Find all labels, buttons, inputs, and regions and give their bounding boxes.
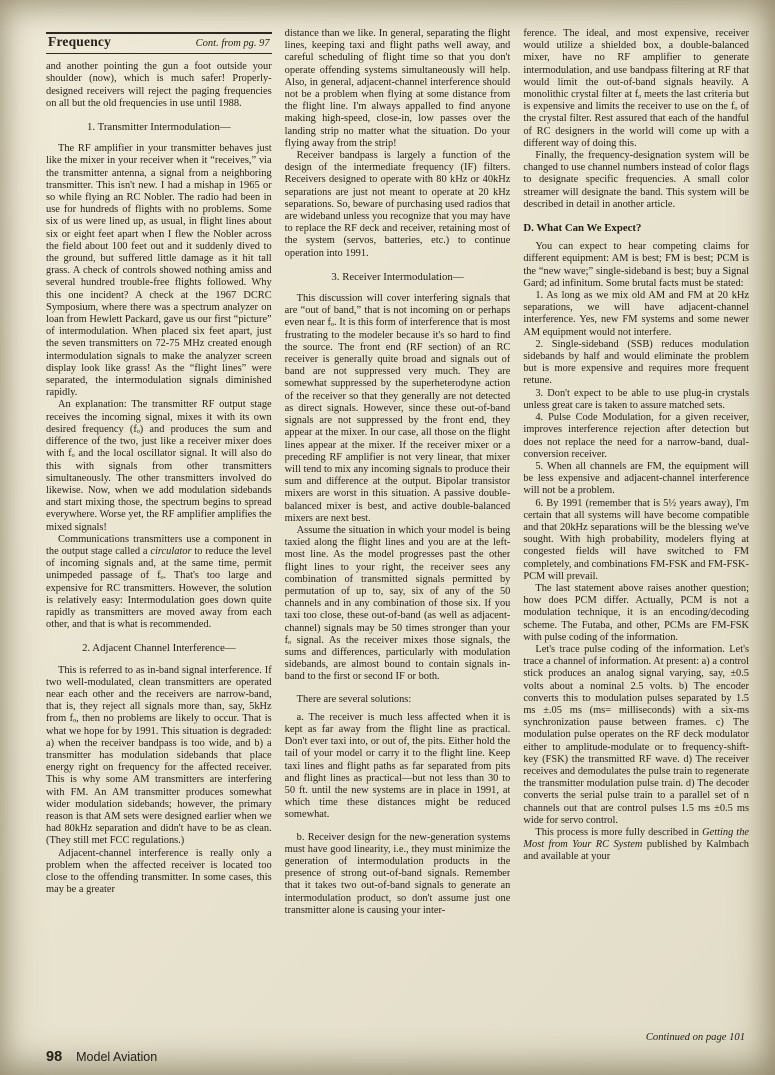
numbered-item: 4. Pulse Code Modulation, for a given receiver, improves interference rejection after detection but does not replace the need for a narrow-band, dual-conversion receiver. [523, 412, 750, 460]
section-heading-what-can-we-expect: D. What Can We Expect? [523, 222, 642, 235]
paragraph: Finally, the frequency-designation system will be changed to use channel numbers instead of color flags to designate specific frequencies. A small color streamer will designate the band. This system will be described in detail in another article. [523, 150, 750, 210]
paragraph-text: This process is more fully described in [535, 827, 703, 838]
numbered-item: 6. By 1991 (remember that is 5½ years away), I'm certain that all systems will have become compatible and that 20kHz separations will be the blessing we've sought. With high probability, modelers flying at congested fields will have switched to FM completely, and combinations FM-FSK and FM-FSK-PCM will prevail. [523, 497, 750, 582]
paragraph: Assume the situation in which your model is being taxied along the flight lines and you are at the left-most line. As the model progresses past the other flight lines to your right, the receiver sees any combination of transmitted signals permitted by permutation of up to, say, six of any of the 50 channels and in any combination of those six. If you taxi too close, these out-of-band (as well as adjacent-channel) signals may be 50 times stronger than your fₒ signal. As the receiver mixes those signals, the sums and differences, particularly with modulation sidebands, are almost bound to contain signals in-band to the first or second IF or both. [284, 524, 511, 683]
column-3 [523, 28, 749, 1027]
solutions-lead-in: There are several solutions: [296, 693, 412, 705]
magazine-title: Model Aviation [76, 1050, 158, 1064]
paragraph: Let's trace pulse coding of the information. Let's trace a channel of information. At present: a) a control stick produces an analog signal varying, say, ±0.5 volts about a nominal 2.5 volts. b) The encoder converts this to modulation pulses separated by 1.5 ms ±.05 ms (ms= milliseconds) with a six-ms synchronization pause between frames. c) The modulation pulse operates on the RF deck modulator either to amplitude-modulate or to frequency-shift-key (FSK) the transmitted RF wave. d) The receiver receives and demodulates the pulse train to regenerate the transmitter modulation pulse train. d) The decoder converts the serial pulse train to a parallel set of n channels out that are control pulses 1.5 ms ±0.5 ms wide for servo control. [523, 643, 750, 826]
paragraph-text: to reduce the level of incoming signals and, at the same time, permit unimpeded passage of fₒ. That's too large and expensive for RC transmitters. However, the solution is relatively easy: Intermodulation goes down quite rapidly as transmitters are moved away from each other, and that is what is recommended. [46, 545, 272, 631]
italic-term: circulator [150, 545, 192, 557]
paragraph: The last statement above raises another question; how does PCM differ. Actually, PCM is not a modulation technique, it is an encoding/decoding scheme. The Futaba, and other, PCMs are FM-FSK with pulse coding of the information. [523, 582, 750, 643]
section-heading-receiver-intermodulation: 3. Receiver Intermodulation— [331, 270, 464, 283]
numbered-item: 2. Single-sideband (SSB) reduces modulation sidebands by half and would eliminate the problem but is more expensive and requires more frequent retune. [523, 338, 750, 387]
continued-from-note: Cont. from pg. 97 [195, 38, 270, 49]
book-title: Getting the Most from Your RC System [523, 827, 749, 851]
column-1 [46, 28, 272, 1027]
article-columns [46, 28, 749, 1027]
paragraph [46, 534, 272, 632]
paragraph: Receiver bandpass is largely a function of the design of the intermediate frequency (IF) filters. Receivers designed to operate with 80 kHz or 40kHz separations are just not meant to operate at 20 kHz separations. So, beware of purchasing used radios that are wideband unless you recognize that you may have to replace the RF deck and receiver, retaining most of the system (servos, batteries, etc.) to continue operation into 1991. [284, 150, 511, 259]
continued-on-note: Continued on page 101 [645, 1032, 745, 1043]
paragraph: distance than we like. In general, separating the flight lines, keeping taxi and flight paths well away, and careful scheduling of flight time so that you don't operate offending systems simultaneously will help. Also, in general, adjacent-channel interference should not be a problem when flying at some distance from the flight line. I'm always appalled to find anyone making high-speed, close-in, low passes over the landing strip no matter what the situation. Do your flying away from the strip! [284, 28, 511, 149]
paragraph-text: published by Kalmbach and available at your [523, 839, 750, 863]
section-heading-transmitter-intermodulation: 1. Transmitter Intermodulation— [87, 121, 231, 134]
paragraph: This is referred to as in-band signal interference. If two well-modulated, clean transmitters are operated near each other and the receivers are narrow-band, that is, they reject all signals more than, say, 5kHz from fₒ, then no problems are likely to occur. That is what we hope for by 1991. This situation is degraded: a) when the receiver bandpass is too wide, and b) a transmitter has modulation sidebands that place energy right on frequency for the affected receiver. This is why some AM transmitters are interfering with FM. An AM transmitter produces somewhat wider modulation sidebands; however, the primary reason is that AM sets were designed earlier when we had 80kHz separation and didn't have to be as clean. (They still met FCC regulations.) [46, 664, 272, 847]
numbered-item: 1. As long as we mix old AM and FM at 20 kHz separations, we will have adjacent-channel interference. Yes, new FM systems and some newer AM equipment would not interfere. [523, 290, 750, 338]
paragraph: You can expect to hear competing claims for different equipment: AM is best; FM is best; PCM is the “new wave;” single-sideband is best; buy a Signal Gard; ad infinitum. Some brutal facts must be stated: [523, 241, 750, 289]
paragraph: a. The receiver is much less affected when it is kept as far away from the flight line as practical. Don't ever taxi into, or out of, the pits. Either hold the tail of your model or carry it to the flight line. Keep taxi lines and flight paths as far separated from pits and flight lines as practical—but not less than 30 to 50 ft. until the new systems are in place in 1991, at which time these distances might be reduced somewhat. [284, 711, 511, 821]
paragraph: Adjacent-channel interference is really only a problem when the affected receiver is located too close to the offending transmitter. In some cases, this may be a greater [46, 847, 272, 896]
paragraph: The RF amplifier in your transmitter behaves just like the mixer in your receiver when it “receives,” via the transmitter antenna, a signal from a neighboring transmitter. This isn't new. I had a mishap in 1965 or so while flying an RC Nobler. The radio had been in use for hundreds of flights with no problems. Some six of us were lined up, as usual, in flight lines about six or eight feet apart when I flew the Nobler across the field about 100 feet out and it suddenly dived to the ground, but suffered little damage as it hit tall grass. A check of controls showed nothing amiss and several hundred trouble-free flights followed. Why this one incident? A check at the 1967 DCRC Symposium, where there was a spectrum analyzer on loan from Hewlett Packard, gave us our first “picture” of intermodulation. When placed six feet apart, just the seven transmitters on 72-75 MHz created enough intermodulation signals to make the analyzer screen display look like grass! As the “flight lines” were separated, the intermodulation signals diminished rapidly. [46, 143, 272, 399]
page-footer [46, 1049, 157, 1065]
section-heading-adjacent-channel: 2. Adjacent Channel Interference— [82, 642, 236, 655]
paragraph-text: Communications transmitters use a component in the output stage called a [46, 533, 272, 557]
paragraph: An explanation: The transmitter RF output stage receives the incoming signal, mixes it with its own desired frequency (fₒ) and produces the sum and difference of the two, just like a receiver mixer does with fₒ and the local oscillator signal. It will also do this with signals from other transmitters simultaneously. The other transmitters involved do likewise. Now, when we add modulation sidebands and start mixing those, the spectrum begins to spread everywhere. Worse yet, the RF amplifier amplifies the mixed signals! [46, 399, 272, 533]
paragraph: b. Receiver design for the new-generation systems must have good linearity, i.e., they must minimize the generation of intermodulation products in the presence of strong out-of-band signals. Remember that it takes two out-of-band signals to generate an intermodulation product, so don't assume just one transmitter alone is causing your inter- [284, 831, 511, 916]
page-number: 98 [46, 1049, 63, 1065]
paragraph: and another pointing the gun a foot outside your shoulder (now), which is much safer! Properly-designed receivers will reject the paging frequencies on all but the old frequencies in use until 1988. [46, 61, 272, 109]
numbered-item: 5. When all channels are FM, the equipment will be less expensive and adjacent-channel interference will not be a problem. [523, 460, 750, 497]
paragraph: This discussion will cover interfering signals that are “out of band,” that is not incoming on or perhaps even near fₒ. It is this form of interference that is most frustrating to the modeler because it's so hard to find the source. The front end (RF section) of an RC receiver is generally quite broad and signals out of band are not suppressed very much. They are somewhat suppressed by the superheterodyne action of the receiver so that they generally are not detected as direct signals. However, since these out-of-band signals are not suppressed by the front end, they appear at the mixer. In our case, all those on the flight lines appear at the mixer. If the receiver mixer or a preceding RF amplifier is not very linear, that mixer will tend to mix any incoming signals to produce their sum and difference at the output. Bipolar transistor mixers are worst in this situation. A passive double-balanced mixer is best, and active double-balanced mixers are next best. [284, 293, 511, 524]
paragraph [523, 827, 749, 864]
article-header [46, 32, 272, 54]
paragraph: ference. The ideal, and most expensive, receiver would utilize a shielded box, a double-balanced mixer, have no RF amplifier to generate intermodulation, and use bandpass filtering at RF that would limit the out-of-band signals heavily. A monolithic crystal filter at fₒ meets the last criteria but is expensive and limits the receiver to use on the fₒ of the crystal filter. Rest assured that each of the handful of RC designers in the world will come up with a different way of doing this. [523, 28, 750, 149]
section-title: Frequency [48, 34, 112, 49]
numbered-item: 3. Don't expect to be able to use plug-in crystals unless great care is taken to assure matched sets. [523, 387, 750, 411]
column-2 [285, 28, 511, 1027]
